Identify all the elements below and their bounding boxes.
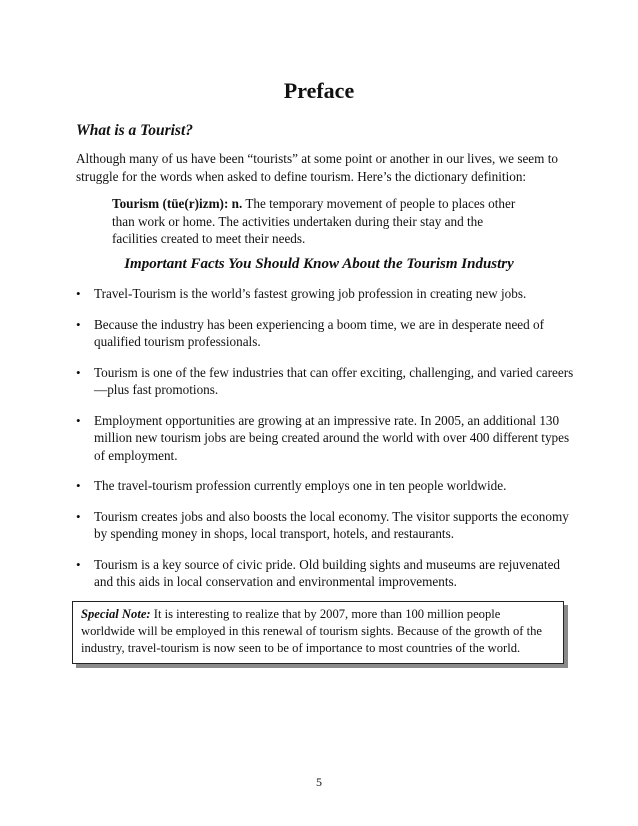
fact-item bbox=[76, 364, 576, 399]
dictionary-definition bbox=[112, 195, 522, 248]
special-note-text: It is interesting to realize that by 2007, more than 100 million people worldwide will be employed in this renewal of tourism sights. Because of the growth of the industry, travel-tourism is now seen to be of importance to most countries of the world. bbox=[81, 607, 542, 655]
fact-text: Because the industry has been experiencing a boom time, we are in desperate need of qualified tourism professionals. bbox=[94, 316, 545, 349]
fact-text: Employment opportunities are growing at an impressive rate. In 2005, an additional 130 million new tourism jobs are being created around the world with over 400 different types of employment. bbox=[94, 412, 570, 463]
section-heading: What is a Tourist? bbox=[76, 122, 194, 139]
bullet-icon: • bbox=[76, 508, 81, 524]
fact-item bbox=[76, 285, 576, 303]
bullet-icon: • bbox=[76, 478, 81, 493]
page-title: Preface bbox=[283, 78, 355, 103]
definition-text: The temporary movement of people to places other than work or home. The activities undertaken during their stay and the facilities created to meet their needs. bbox=[112, 196, 516, 246]
special-note-box bbox=[72, 601, 564, 664]
special-note-label: Special Note: bbox=[81, 607, 151, 621]
facts-list bbox=[76, 285, 576, 604]
fact-text: Travel-Tourism is the world’s fastest growing job profession in creating new jobs. bbox=[94, 286, 527, 301]
fact-text: Tourism is one of the few industries that can offer exciting, challenging, and varied careers—plus fast promotions. bbox=[94, 364, 574, 397]
fact-item bbox=[76, 508, 576, 543]
bullet-icon: • bbox=[76, 286, 81, 301]
page-number: 5 bbox=[316, 775, 322, 789]
bullet-icon: • bbox=[76, 316, 81, 332]
bullet-icon: • bbox=[76, 412, 81, 428]
bullet-icon: • bbox=[76, 364, 81, 380]
definition-term: Tourism (tüe(r)izm): n. bbox=[112, 196, 243, 211]
fact-text: Tourism creates jobs and also boosts the local economy. The visitor supports the economy by spending money in shops, local transport, hotels, and restaurants. bbox=[94, 508, 569, 541]
facts-heading: Important Facts You Should Know About the Tourism Industry bbox=[124, 256, 514, 272]
fact-text: The travel-tourism profession currently employs one in ten people worldwide. bbox=[94, 478, 507, 493]
fact-item bbox=[76, 556, 576, 591]
fact-item bbox=[76, 477, 576, 495]
bullet-icon: • bbox=[76, 556, 81, 572]
intro-paragraph: Although many of us have been “tourists” at some point or another in our lives, we seem to struggle for the words when asked to define tourism. Here’s the dictionary definition: bbox=[76, 151, 558, 184]
fact-item bbox=[76, 412, 576, 465]
fact-item bbox=[76, 316, 576, 351]
fact-text: Tourism is a key source of civic pride. Old building sights and museums are rejuvenated and this aids in local conservation and environmental improvements. bbox=[94, 556, 561, 589]
